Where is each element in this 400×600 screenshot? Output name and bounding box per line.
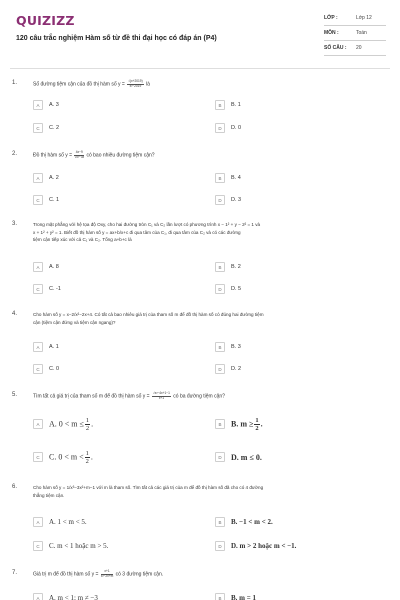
question-text-line: Trong mặt phẳng với hệ tọa độ Oxy, cho hai đường tròn C₁ và C₂ lần lượt có phương trình x − 1² + y − 2² = 1 và: [33, 222, 261, 227]
question-text: [33, 570, 388, 578]
option-letter-box: D: [215, 195, 225, 205]
function-lhs: y =: [91, 571, 99, 578]
fraction-denominator: 2: [255, 424, 259, 432]
question-text-line: thẳng tiệm cận.: [33, 492, 65, 498]
option-letter-box: B: [215, 262, 225, 272]
question-number: 6.: [12, 484, 18, 490]
option-letter-box: B: [215, 100, 225, 110]
option-d[interactable]: [215, 363, 241, 375]
question-text-line: x + 1² + y² = 1. Biết đồ thị hàm số y = ax+b/x+c đi qua tâm của C₁, đi qua tâm của C₂ và có các đường: [33, 229, 241, 235]
option-text: C. m < 1 hoặc m > 5.: [49, 542, 109, 550]
quizizz-logo: QUIZIZZ: [16, 13, 75, 28]
question-text-part: là: [146, 81, 150, 88]
option-letter-box: A: [33, 342, 43, 352]
fraction-denominator: √x²−3x: [74, 154, 85, 159]
option-a[interactable]: [33, 412, 93, 436]
option-letter-box: C: [33, 452, 43, 462]
fraction-numerator: √x²−4x+1−1: [152, 391, 170, 395]
option-text: A. 8: [49, 264, 59, 270]
option-b[interactable]: [215, 516, 273, 528]
option-text: D. 5: [231, 286, 242, 292]
question-number: 2.: [12, 151, 18, 157]
question-text-part: Giá trị m để đồ thị hàm số: [33, 571, 91, 578]
option-letter-box: B: [215, 173, 225, 183]
option-b[interactable]: [215, 99, 241, 111]
option-d[interactable]: [215, 194, 241, 206]
function-fraction: [74, 151, 84, 159]
option-c[interactable]: [33, 445, 93, 469]
option-a[interactable]: [33, 341, 59, 353]
option-text: A. 2: [49, 175, 59, 181]
question-text-part: có ba đường tiệm cận?: [173, 393, 225, 400]
option-c[interactable]: [33, 194, 59, 206]
option-text: C. -1: [49, 286, 61, 292]
option-a[interactable]: [33, 592, 98, 600]
function-fraction: [101, 570, 113, 578]
option-d[interactable]: [215, 540, 296, 552]
page-header: [0, 0, 400, 62]
option-letter-box: D: [215, 364, 225, 374]
option-text: B. 4: [231, 175, 241, 181]
question-text-part: Tìm tất cả giá trị của tham số m để đồ thị hàm số: [33, 393, 142, 400]
option-b[interactable]: [215, 592, 256, 600]
option-text-part: A. 0 < m ≤: [49, 418, 84, 428]
option-letter-box: B: [215, 593, 225, 600]
option-letter-box: A: [33, 593, 43, 600]
option-text: A. 3: [49, 102, 59, 108]
option-fraction: [85, 450, 90, 465]
option-text: D. 2: [231, 366, 242, 372]
option-text: B. m = 1: [231, 594, 256, 600]
option-d[interactable]: [215, 122, 241, 134]
fraction-numerator: x+1: [101, 570, 113, 575]
option-letter-box: D: [215, 123, 225, 133]
option-text: C. 0: [49, 366, 60, 372]
function-lhs: y =: [118, 81, 125, 88]
question-text-line: cận (tiệm cận đứng và tiệm cận ngang)?: [33, 319, 116, 325]
question-text: [33, 311, 388, 326]
question-text-part: Đồ thị hàm số: [33, 152, 64, 159]
option-text-part: B. m ≥: [231, 418, 254, 428]
option-text: B. 1: [231, 102, 241, 108]
option-text: B. 3: [231, 344, 241, 350]
option-fraction: [254, 417, 259, 432]
meta-row-class: [324, 11, 386, 26]
option-text: D. 3: [231, 197, 242, 203]
question-text: [33, 392, 388, 400]
option-letter-box: D: [215, 541, 225, 551]
option-d[interactable]: [215, 445, 262, 469]
option-text: B. 2: [231, 264, 241, 270]
meta-key: SỐ CÂU :: [324, 45, 347, 51]
option-text: B. −1 < m < 2.: [231, 518, 273, 526]
option-letter-box: C: [33, 364, 43, 374]
option-text: C. 1: [49, 197, 60, 203]
fraction-numerator: 1: [255, 416, 259, 424]
function-lhs: y =: [65, 152, 73, 159]
option-b[interactable]: [215, 341, 241, 353]
option-letter-box: C: [33, 195, 43, 205]
question-number: 4.: [12, 311, 18, 317]
option-letter-box: A: [33, 173, 43, 183]
fraction-numerator: 4x−9: [75, 150, 83, 154]
option-fraction: [85, 417, 90, 432]
meta-row-subject: [324, 26, 386, 41]
option-text: D. m ≤ 0.: [231, 452, 262, 462]
option-text: C. 2: [49, 125, 60, 131]
option-c[interactable]: [33, 122, 59, 134]
function-lhs: y =: [142, 393, 150, 400]
option-text: A. m < 1; m ≠ −3: [49, 594, 98, 600]
option-letter-box: C: [33, 284, 43, 294]
question-text: [33, 80, 388, 88]
meta-key: LỚP :: [324, 15, 338, 21]
fraction-denominator: 2: [85, 424, 90, 432]
option-b[interactable]: [215, 172, 241, 184]
option-c[interactable]: [33, 363, 59, 375]
option-letter-box: A: [33, 517, 43, 527]
meta-value: Toán: [356, 30, 367, 36]
option-text-part: C. 0 < m <: [49, 451, 84, 461]
question-text: [33, 484, 388, 499]
option-c[interactable]: [33, 283, 61, 295]
question-text-part: có 3 đường tiệm cận.: [115, 571, 164, 578]
fraction-denominator: x²−2x+m: [100, 573, 114, 578]
fraction-numerator: 1: [85, 416, 90, 424]
option-text: A. 1 < m < 5.: [49, 518, 87, 526]
fraction-denominator: x+1: [158, 395, 165, 400]
document-title: 120 câu trắc nghiệm Hàm số từ đề thi đại học có đáp án (P4): [16, 35, 217, 42]
question-number: 7.: [12, 570, 18, 576]
header-divider: [10, 68, 390, 69]
option-b[interactable]: [215, 412, 263, 436]
option-text: [231, 417, 263, 432]
option-letter-box: B: [215, 342, 225, 352]
fraction-numerator: √(x+2019): [128, 79, 143, 83]
option-b[interactable]: [215, 261, 241, 273]
option-text: [49, 417, 93, 432]
option-letter-box: B: [215, 419, 225, 429]
option-text-part: .: [90, 451, 93, 461]
question-number: 1.: [12, 80, 18, 86]
fraction-denominator: x²−2019: [129, 83, 142, 88]
option-letter-box: D: [215, 284, 225, 294]
option-letter-box: A: [33, 419, 43, 429]
option-letter-box: D: [215, 452, 225, 462]
question-number: 5.: [12, 392, 18, 398]
question-text-line: Cho hàm số y = x−2/x²−2x+4. Có tất cả bao nhiêu giá trị của tham số m để đồ thị hàm số có đúng hai đường tiệm: [33, 312, 264, 317]
fraction-numerator: 1: [85, 449, 89, 457]
option-text-part: .: [260, 418, 263, 428]
option-d[interactable]: [215, 283, 241, 295]
question-text: [33, 151, 388, 159]
question-text-part: có bao nhiêu đường tiệm cận?: [86, 152, 155, 159]
option-a[interactable]: [33, 172, 59, 184]
option-a[interactable]: [33, 99, 59, 111]
option-letter-box: B: [215, 517, 225, 527]
option-text: D. 0: [231, 125, 242, 131]
question-text-part: Số đường tiệm cận của đồ thị hàm số: [33, 81, 117, 88]
question-text-line: Cho hàm số y = 1/x³−3x²+m−1 với m là tham số. Tìm tất cả các giá trị của m để đồ thị hàm số đã cho có 4 đường: [33, 485, 264, 490]
option-text: D. m > 2 hoặc m < −1.: [231, 542, 297, 550]
option-c[interactable]: [33, 540, 108, 552]
option-a[interactable]: [33, 261, 59, 273]
meta-table: [324, 11, 386, 56]
option-letter-box: C: [33, 123, 43, 133]
question-text: [33, 221, 388, 244]
question-number: 3.: [12, 221, 18, 227]
function-fraction: [152, 392, 171, 400]
option-letter-box: A: [33, 262, 43, 272]
option-letter-box: A: [33, 100, 43, 110]
option-text-part: .: [91, 418, 94, 428]
option-text: [49, 450, 93, 465]
meta-key: MÔN :: [324, 30, 339, 36]
meta-row-count: [324, 41, 386, 56]
meta-value: 20: [356, 45, 362, 51]
function-fraction: [127, 80, 143, 88]
option-a[interactable]: [33, 516, 87, 528]
meta-value: Lớp 12: [356, 15, 372, 21]
fraction-denominator: 2: [85, 457, 89, 465]
option-text: A. 1: [49, 344, 59, 350]
question-text-line: tiệm cận tiếp xúc với cả C₁ và C₂. Tổng a+b+c là: [33, 237, 132, 242]
option-letter-box: C: [33, 541, 43, 551]
